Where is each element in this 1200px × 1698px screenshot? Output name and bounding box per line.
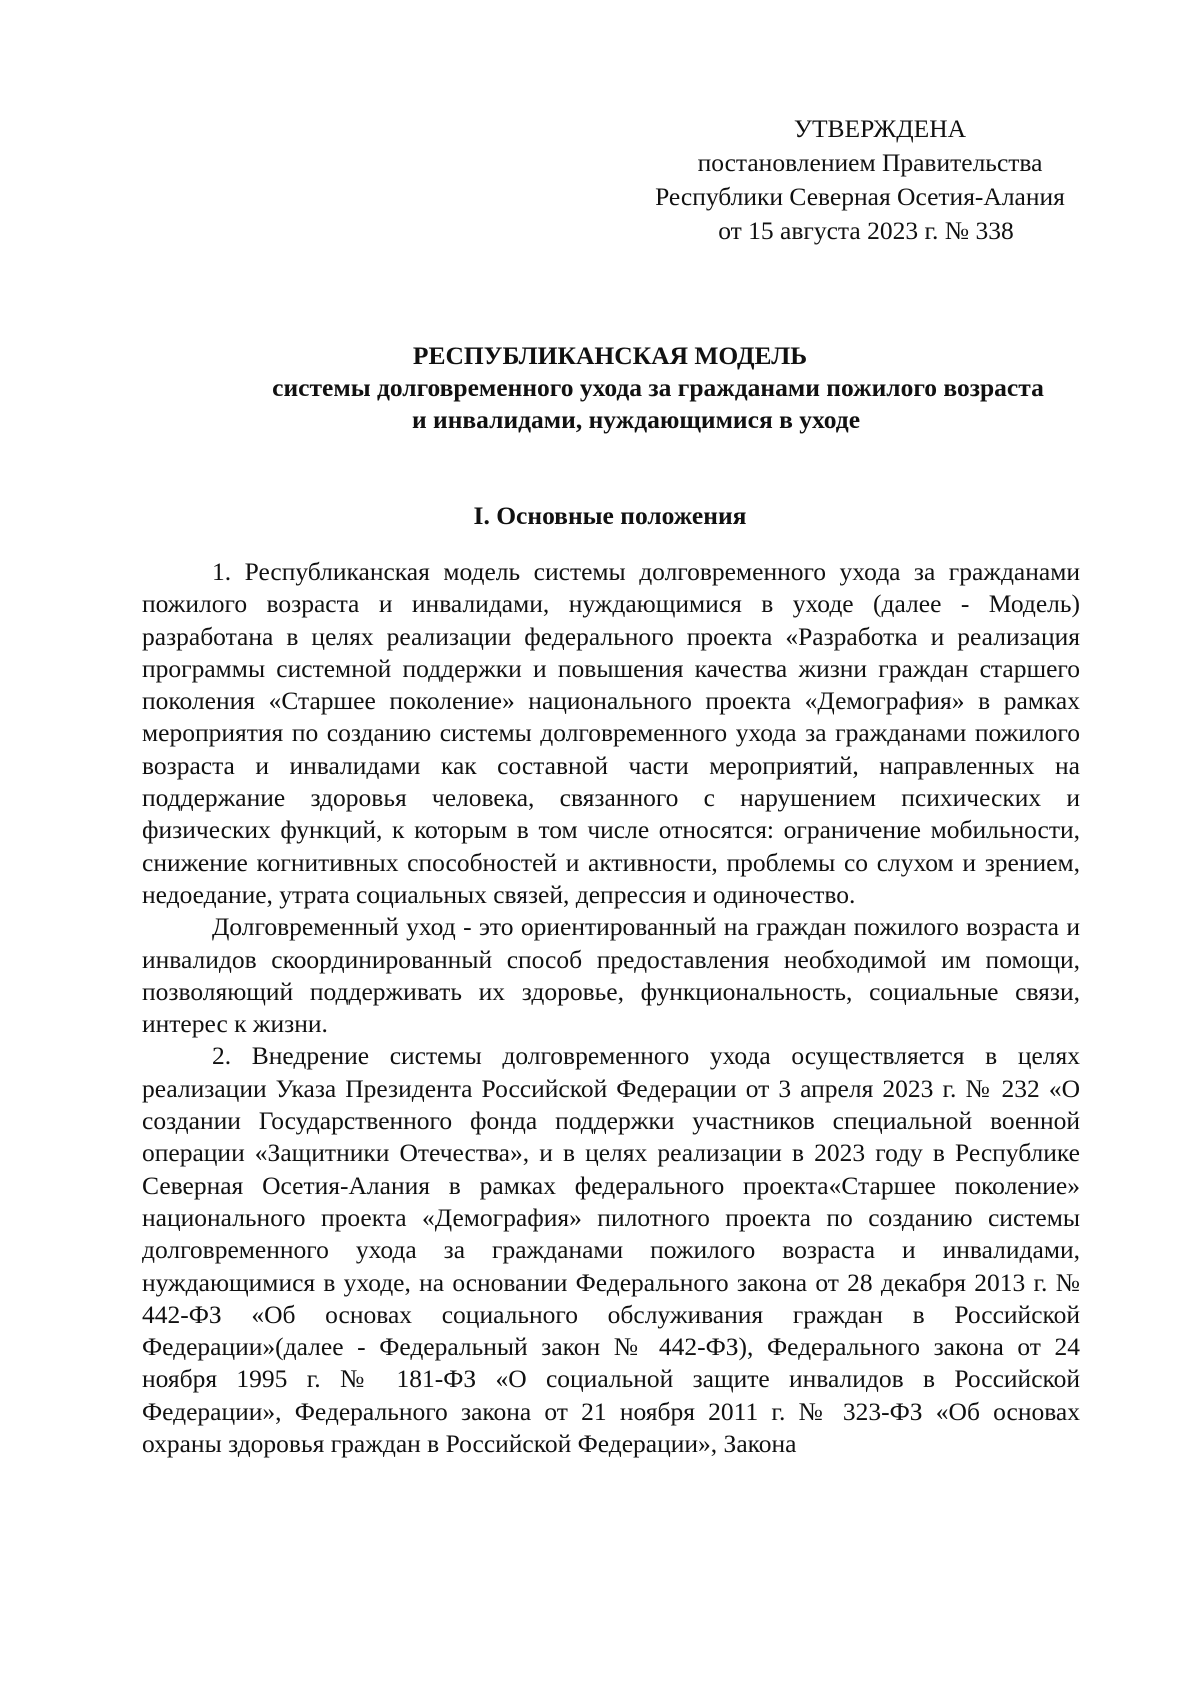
document-title	[140, 340, 1080, 436]
approval-stamp	[640, 112, 1080, 248]
paragraph-3: 2. Внедрение системы долговременного ухода осуществляется в целях реализации Указа Президента Российской Федерации от 3 апреля 2023 г. № 232 «О создании Государственного фонда поддержки участников специальной военной операции «Защитники Отечества», и в целях реализации в 2023 году в Республике Северная Осетия-Алания в рамках федерального проекта«Старшее поколение» национального проекта «Демография» пилотного проекта по созданию системы долговременного ухода за гражданами пожилого возраста и инвалидами, нуждающимися в уходе, на основании Федерального закона от 28 декабря 2013 г. № 442-ФЗ «Об основах социального обслуживания граждан в Российской Федерации»(далее - Федеральный закон № 442-ФЗ), Федерального закона от 24 ноября 1995 г. № 181-ФЗ «О социальной защите инвалидов в Российской Федерации», Федерального закона от 21 ноября 2011 г. № 323-ФЗ «Об основах охраны здоровья граждан в Российской Федерации», Закона	[142, 1041, 1080, 1459]
title-line-2: системы долговременного ухода за гражданами пожилого возраста	[272, 373, 1044, 402]
title-line-1: РЕСПУБЛИКАНСКАЯ МОДЕЛЬ	[412, 341, 808, 370]
section-heading: I. Основные положения	[473, 501, 747, 530]
paragraph-1: 1. Республиканская модель системы долговременного ухода за гражданами пожилого возраста и инвалидами, нуждающимися в уходе (далее - Модель) разработана в целях реализации федерального проекта «Разработка и реализация программы системной поддержки и повышения качества жизни граждан старшего поколения «Старшее поколение» национального проекта «Демография» в рамках мероприятия по созданию системы долговременного ухода за гражданами пожилого возраста и инвалидами как составной части мероприятий, направленных на поддержание здоровья человека, связанного с нарушением психических и физических функций, к которым в том числе относятся: ограничение мобильности, снижение когнитивных способностей и активности, проблемы со слухом и зрением, недоедание, утрата социальных связей, депрессия и одиночество.	[142, 557, 1080, 909]
paragraph-2: Долговременный уход - это ориентированный на граждан пожилого возраста и инвалидов скоординированный способ предоставления необходимой им помощи, позволяющий поддерживать их здоровье, функциональность, социальные связи, интерес к жизни.	[142, 912, 1080, 1039]
approval-status: УТВЕРЖДЕНА	[793, 114, 967, 143]
approval-authority: постановлением Правительства	[697, 148, 1043, 177]
body-text	[142, 556, 1080, 1460]
approval-date-number: от 15 августа 2023 г. № 338	[718, 216, 1014, 245]
approval-region: Республики Северная Осетия-Алания	[655, 182, 1065, 211]
title-line-3: и инвалидами, нуждающимися в уходе	[411, 405, 861, 434]
